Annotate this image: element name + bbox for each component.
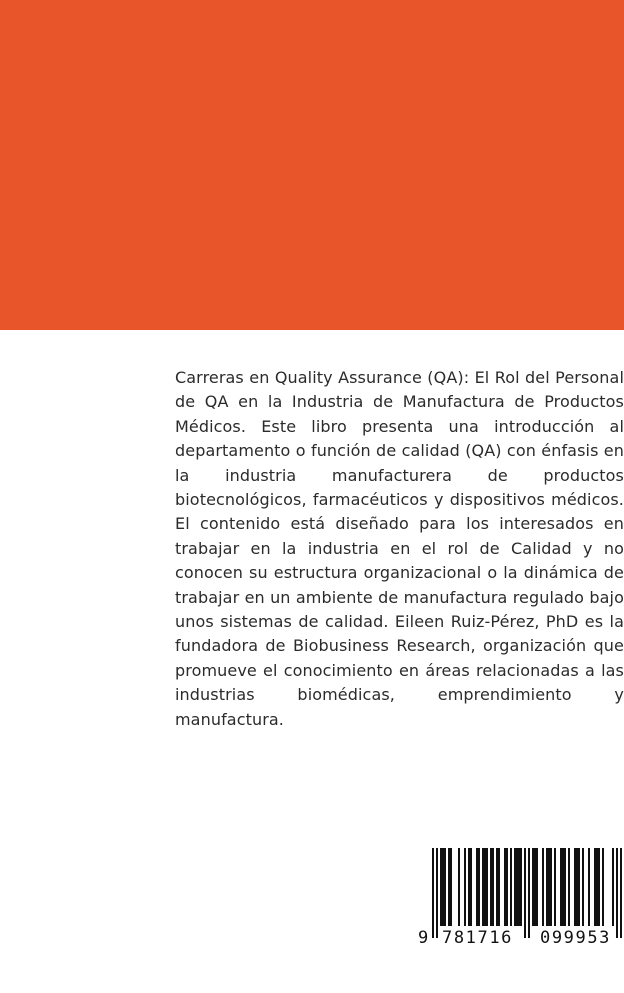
barcode-bar [518,848,520,926]
barcode-bar [476,848,478,926]
barcode-bar [554,848,556,926]
barcode-bar [588,848,590,926]
barcode-bar [510,848,512,926]
barcode-bar [532,848,534,926]
barcode-bar [574,848,576,926]
book-description [175,366,624,732]
barcode-bar [506,848,508,926]
barcode-bar [524,848,526,938]
barcode-bar [594,848,596,926]
barcode-bar [560,848,562,926]
barcode-bar [562,848,564,926]
barcode-bar [582,848,584,926]
barcode-bar [576,848,578,926]
barcode-bar [564,848,566,926]
barcode-bar [616,848,618,938]
barcode-bar [596,848,598,926]
barcode-bar [492,848,494,926]
isbn-lead-digit: 9 [418,928,430,948]
barcode-bar [542,848,544,926]
barcode-bar [536,848,538,926]
barcode-bar [568,848,570,926]
barcode-bar [490,848,492,926]
barcode-bar [504,848,506,926]
barcode-bar [534,848,536,926]
barcode-bar [482,848,484,926]
barcode-bar [520,848,522,926]
barcode-bar [578,848,580,926]
isbn-digit-group-2: 099953 [540,928,612,948]
isbn-digit-group-1: 781716 [442,928,514,948]
barcode-bar [516,848,518,926]
barcode-bar [478,848,480,926]
barcode-bar [602,848,604,926]
barcode-bar [448,848,450,926]
barcode-bar [444,848,446,926]
barcode-bar [470,848,472,926]
barcode-bar [548,848,550,926]
barcode-bar [464,848,466,926]
barcode-bar [598,848,600,926]
barcode-bar [514,848,516,926]
barcode-bar [450,848,452,926]
barcode-bar [440,848,442,926]
barcode-bar [432,848,434,938]
barcode-bar [436,848,438,938]
orange-banner [0,0,624,330]
barcode-bar [484,848,486,926]
barcode-bar [612,848,614,926]
barcode-bar [496,848,498,926]
barcode-bar [550,848,552,926]
description-text: Carreras en Quality Assurance (QA): El Rol del Personal de QA en la Industria de Manufactura de Productos Médicos. Este libro presenta una introducción al departamento o función de calidad (QA) con énfasis en la industria manufacturera de productos biotecnológicos, farmacéuticos y dispositivos médicos. El contenido está diseñado para los interesados en trabajar en la industria en el rol de Calidad y no conocen su estructura organizacional o la dinámica de trabajar en un ambiente de manufactura regulado bajo unos sistemas de calidad. Eileen Ruiz-Pérez, PhD es la fundadora de Biobusiness Research, organización que promueve el conocimiento en áreas relacionadas a las industrias biomédicas, emprendimiento y manufactura. [175,368,624,729]
barcode-bar [468,848,470,926]
barcode-bar [546,848,548,926]
barcode-bar [442,848,444,926]
barcode-bar [620,848,622,938]
barcode-bar [528,848,530,938]
barcode-bar [498,848,500,926]
barcode-bar [458,848,460,926]
barcode-bar [486,848,488,926]
